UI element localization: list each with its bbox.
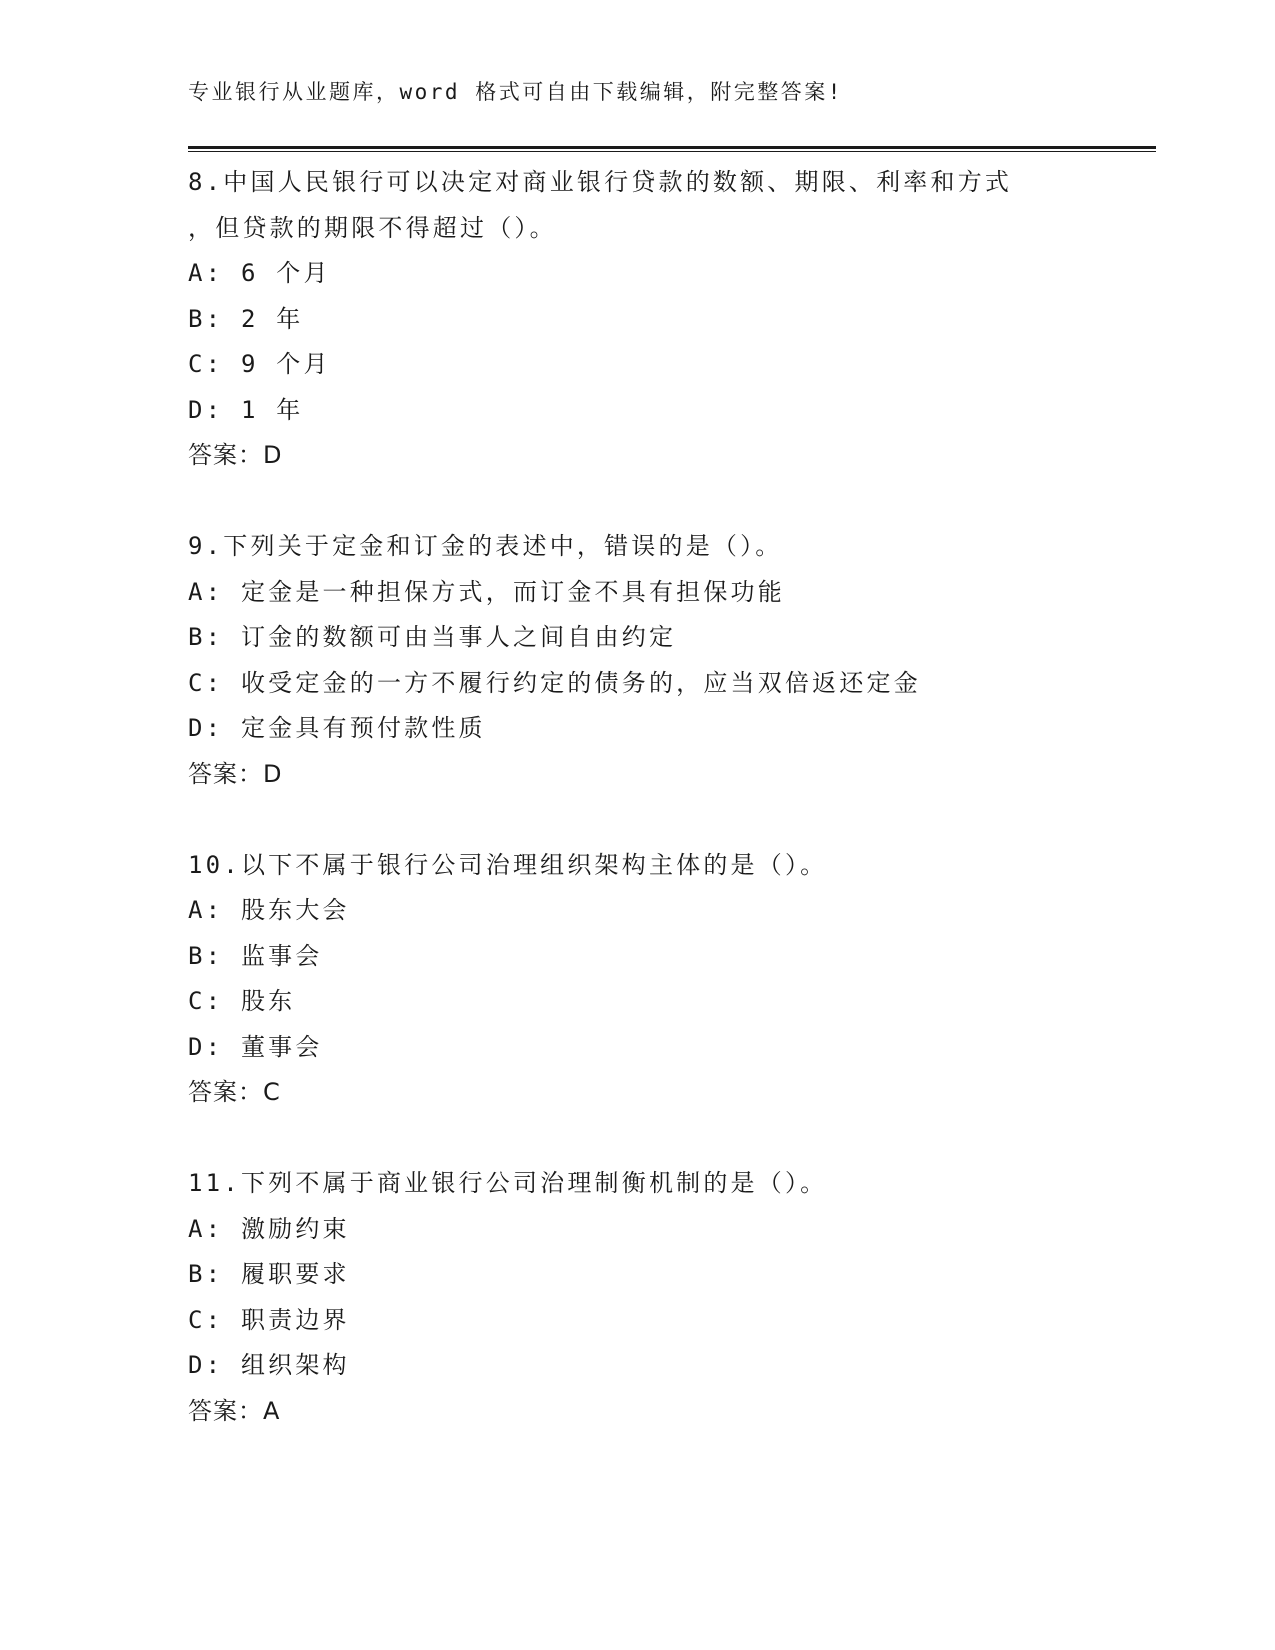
answer: 答案：C [188, 1078, 281, 1106]
question-stem: 9.下列关于定金和订金的表述中，错误的是（）。 [188, 532, 783, 560]
answer: 答案：D [188, 441, 283, 469]
question-10 [188, 843, 1088, 1116]
option-b: B: 监事会 [188, 941, 323, 970]
option-c: C: 股东 [188, 987, 296, 1015]
page-header: 专业银行从业题库，word 格式可自由下载编辑，附完整答案! [188, 80, 843, 104]
question-8 [188, 160, 1088, 479]
question-11 [188, 1161, 1088, 1434]
option-c: C: 9 个月 [188, 350, 331, 378]
option-b: B: 2 年 [188, 304, 304, 333]
spacer [188, 1116, 1088, 1162]
spacer [188, 479, 1088, 525]
option-c: C: 收受定金的一方不履行约定的债务的，应当双倍返还定金 [188, 668, 921, 697]
option-a: A: 激励约束 [188, 1214, 350, 1243]
question-9 [188, 524, 1088, 797]
question-list [188, 160, 1088, 1434]
option-b: B: 履职要求 [188, 1260, 350, 1288]
question-stem: 10.以下不属于银行公司治理组织架构主体的是（）。 [188, 850, 828, 879]
option-d: D: 1 年 [188, 395, 304, 424]
answer: 答案：A [188, 1396, 281, 1425]
spacer [188, 797, 1088, 843]
question-stem: 8.中国人民银行可以决定对商业银行贷款的数额、期限、利率和方式 [188, 168, 1013, 196]
header-divider [188, 146, 1156, 152]
option-a: A: 股东大会 [188, 896, 350, 924]
option-d: D: 组织架构 [188, 1351, 350, 1379]
answer: 答案：D [188, 759, 283, 788]
option-a: A: 定金是一种担保方式，而订金不具有担保功能 [188, 577, 785, 606]
option-d: D: 定金具有预付款性质 [188, 714, 486, 742]
question-stem: 11.下列不属于商业银行公司治理制衡机制的是（）。 [188, 1169, 828, 1197]
option-d: D: 董事会 [188, 1032, 323, 1061]
option-a: A: 6 个月 [188, 259, 331, 287]
option-c: C: 职责边界 [188, 1305, 350, 1334]
question-stem-continued: ，但贷款的期限不得超过（）。 [188, 213, 557, 242]
option-b: B: 订金的数额可由当事人之间自由约定 [188, 623, 677, 651]
